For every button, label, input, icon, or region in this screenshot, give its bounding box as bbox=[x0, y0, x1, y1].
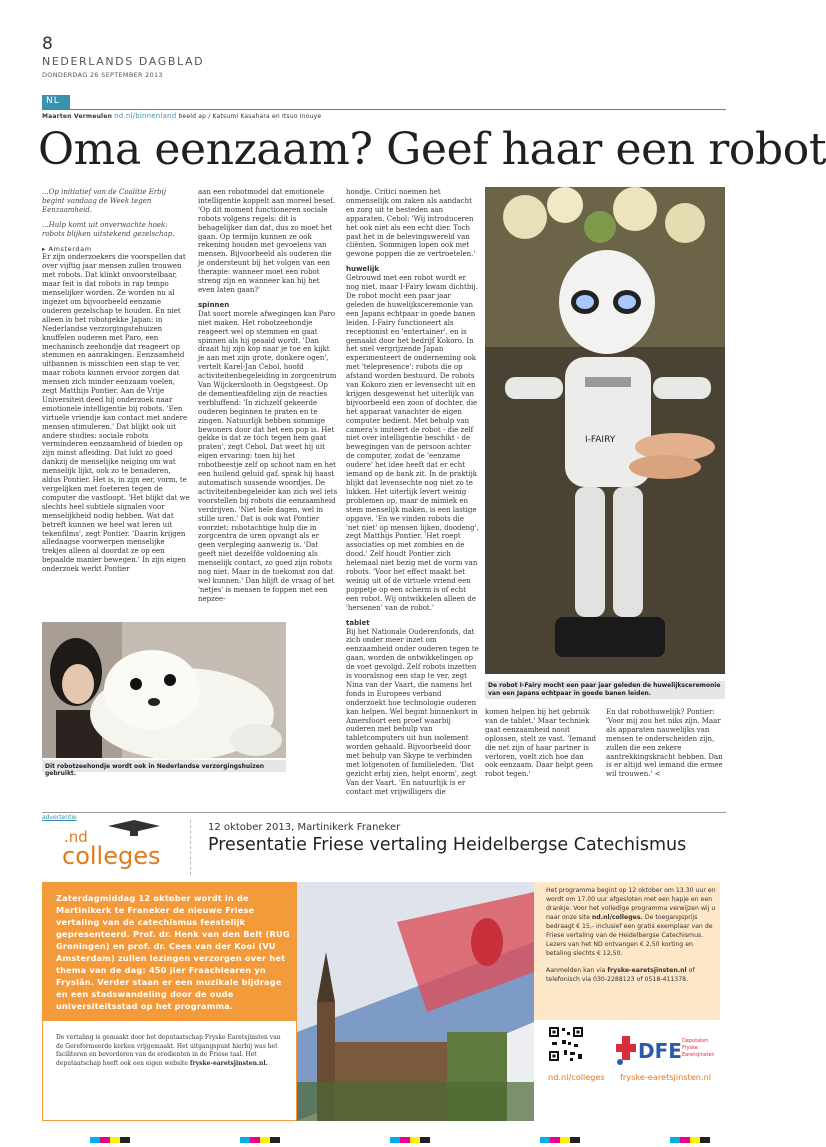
ifairy-robot-photo bbox=[485, 187, 725, 674]
author: Maarten Vermeulen bbox=[42, 113, 113, 120]
body-col-2a: aan een robotmodel dat emotionele intelligentie koppelt aan moreel besef. 'Op dit moment functioneren sociale robots volgens regels: dit is behagelijker dan dat, dus zo moet het gaan. Op termijn kunnen ze ook rekening houden met gevoelens van mensen. Bijvoorbeeld als ouderen die je ondersteunt bij het volgen van een therapie: wanneer moet een robot streng zijn en wanneer kan hij het even laten gaan?' bbox=[198, 188, 335, 294]
body-col-2b: Dat soort morele afwegingen kan Paro niet maken. Het robotzeehondje reageert wel op stemmen en gaat spinnen als hij geaaid wordt. 'Dan draait hij zijn kop naar je toe en kijkt je aan met zijn grote, donkere ogen', vertelt Karel-Jan Cebol, hoofd activiteitenbegeleiding in zorgcentrum Van Wijckerslooth in Oegstgeest. Op de dementieafdeling zijn de reacties verbluffend: 'In zichzelf gekeerde ouderen beginnen te praten en te zingen. Natuurlijk hebben sommige bewoners door dat het een pop is. Het gekke is dat ze tóch tegen hem gaat praten', zegt Cebol. Dat weet hij uit eigen ervaring: toen hij het robotbeestje zelf op schoot nam en het een huilend geluid gaf, sprak hij haast automatisch sussende woordjes. De activiteitenbegeleider kan zich wel iets voorstellen bij robots die eenzaamheid verdrijven. 'Niet hele dagen, wel in stille uren.' Dat is ook wat Pontier voorziet: robotachtige hulp die in zorgcentra de uren opvangt als er geen verpleging aanwezig is. 'Dat geeft niet dezelfde voldoening als menselijk contact, zo goed zijn robots nog niet. Maar in de toekomst zou dat wel kunnen.' Dan blijft de vraag of het 'netjes' is mensen te foppen met een nepzee- bbox=[198, 309, 338, 603]
deputaatschap-site-link[interactable]: fryske-earetsjinsten.nl. bbox=[189, 1059, 268, 1067]
intro-2: ...Hulp komt uit onverwachte hoek: robots blijken uitstekend gezelschap. bbox=[42, 220, 175, 238]
article-column-3 bbox=[346, 188, 479, 796]
advert-rule bbox=[42, 812, 726, 813]
dateline-marker-icon: ▸ bbox=[42, 244, 49, 253]
print-color-bar bbox=[90, 1128, 710, 1134]
dfe-sub-1: Deputaten bbox=[682, 1038, 709, 1044]
church-flag-photo bbox=[297, 882, 534, 1121]
dateline bbox=[42, 245, 190, 254]
ifairy-robot-illustration bbox=[485, 187, 725, 674]
event-title: Presentatie Friese vertaling Heidelbergse Catechismus bbox=[208, 835, 687, 855]
nd-colleges-logo bbox=[60, 820, 185, 868]
robot-photo-caption: De robot I-Fairy mocht een paar jaar geleden de huwelijksceremonie van een Japans echtpaar in goede banen leiden. bbox=[485, 681, 725, 699]
program-text: Het programma begint op 12 oktober om 13.30 uur en wordt om 17.00 uur afgesloten met een hapje en een drankje. Voor het volledige programma verwijzen wij u naar onze site bbox=[546, 887, 716, 921]
article-column-5 bbox=[606, 708, 725, 779]
seal-photo-caption: Dit robotzeehondje wordt ook in Nederlandse verzorgingshuizen gebruikt. bbox=[42, 760, 286, 772]
seal-robot-photo bbox=[42, 622, 286, 758]
signup-text: Aanmelden kan via bbox=[546, 967, 606, 974]
body-col-3b: Getrouwd met een robot wordt er nog niet, maar I-Fairy kwam dichtbij. De robot mocht een paar jaar geleden de huwelijksceremonie van een Japans echtpaar in goede banen leiden. I-Fairy functioneert als receptionist en 'entertainer', en is gemaakt door het bedrijf Kokoro. In het snel vergrijzende Japan experimenteert de onderneming ook met 'telepresence': robots die op afstand worden bestuurd. De robots van Kokoro zien er levensecht uit en krijgen desgewenst het uiterlijk van bijvoorbeeld een zoon of dochter, die het apparaat vanachter de eigen computer bedient. Met behulp van camera's imiteert de robot - die zelf niet over intelligentie beschikt - de bewegingen van de persoon achter de computer, zodat de 'eenzame oudere' het idee heeft dat er echt iemand op de bank zit. In de praktijk blijkt dat levensechte nog niet zo te lukken. Het uiterlijk levert weinig problemen op, maar de mimiek en stem menselijk maken, is een lastige opgave. 'En we vinden robots die 'net niet' op mensen lijken, doodeng', zegt Matthijs Pontier. 'Het roept associaties op met zombies en de dood.' Zelf houdt Pontier zich helemaal niet bezig met de vorm van robots. 'Voor het effect maakt het weinig uit of de virtuele vriend een poppetje op een scherm is of echt een robot. Wij ontwikkelen alleen de 'hersenen' van de robot.' bbox=[346, 274, 479, 612]
article-column-4 bbox=[485, 708, 597, 779]
event-date: 12 oktober 2013, Martinikerk Franeker bbox=[208, 822, 401, 833]
section-tag: NL bbox=[42, 95, 70, 109]
subhead-huwelijk: huwelijk bbox=[346, 265, 380, 274]
body-col-4: komen helpen bij het gebruik van de tablet.' Maar techniek gaat eenzaamheid nooit oplossen, stelt ze vast. 'Iemand die net zijn of haar partner is verloren, voelt zich hoe dan ook eenzaam. Daar helpt geen robot tegen.' bbox=[485, 708, 596, 779]
byline bbox=[42, 112, 321, 120]
dfe-sub-2: Fryske bbox=[682, 1045, 698, 1051]
advert-label: advertentie bbox=[42, 814, 77, 821]
qr-code-icon[interactable] bbox=[548, 1026, 584, 1062]
body-col-5: En dat robothuwelijk? Pontier: 'Voor mij zou het niks zijn. Maar als apparaten nauwelijks van mensen te onderscheiden zijn, zullen die een zekere aantrekkingskracht hebben. Dan is er altijd wel iemand die ermee wil trouwen.' < bbox=[606, 708, 723, 779]
header-rule bbox=[42, 109, 726, 110]
program-text-2: De toegangsprijs bedraagt € 15,- inclusief een gratis exemplaar van de Friese vertaling van de Heidelbergse Catechismus. Lezers van het ND ontvangen € 2,50 korting en betaling slechts € 12,50. bbox=[546, 914, 713, 957]
subhead-spinnen: spinnen bbox=[198, 300, 230, 309]
program-info bbox=[546, 886, 718, 984]
signup-text-2: of telefonisch via 030-2288123 of 0518-411378. bbox=[546, 967, 695, 983]
dfe-logo-graphic bbox=[616, 1028, 716, 1068]
logo-colleges-text: colleges bbox=[62, 842, 161, 870]
seal-robot-illustration bbox=[42, 622, 286, 758]
advert-intro-text: Zaterdagmiddag 12 oktober wordt in de Martinikerk te Franeker de nieuwe Friese vertaling van de catechismus feestelijk gepresenteerd. Prof. dr. Henk van den Belt (RUG Groningen) en prof. dr. Cees van der Kooi (VU Amsterdam) zullen lezingen verzorgen over het thema van de dag: 450 jier Fraachlearen yn Fryslân. Verder staan er een muzikale bijdrage en een stadswandeling door de oude universiteitsstad op het programma. bbox=[56, 893, 290, 1011]
dfe-sub-3: Earetsjinsten bbox=[682, 1052, 715, 1058]
qr-code-graphic bbox=[548, 1026, 584, 1062]
intro-1: ...Op initiatief van de Coalitie Erbij begint vandaag de Week tegen Eenzaamheid. bbox=[42, 188, 167, 214]
dfe-logo bbox=[616, 1028, 716, 1068]
dfe-text: DFE bbox=[638, 1039, 682, 1063]
robot-label: I-FAIRY bbox=[585, 435, 616, 445]
signup-site-link[interactable]: fryske-earetsjinsten.nl bbox=[607, 967, 687, 974]
issue-date: DONDERDAG 26 SEPTEMBER 2013 bbox=[42, 71, 163, 79]
body-col-3c: Bij het Nationale Ouderenfonds, dat zich onder meer inzet om eenzaamheid onder ouderen tegen te gaan, worden de ontwikkelingen op de voet gevolgd. Zelf robots inzetten is vooralsnog een stap te ver, zegt Nina van der Vaart, die namens het fonds in Europees verband onderzoekt hoe technologie ouderen kan helpen. Wel begint binnenkort in Amersfoort een proef waarbij ouderen met behulp van tabletcomputers uit hun isolement worden gehaald. Bijvoorbeeld door met behulp van Skype te verbinden met lotgenoten of familieleden. 'Dat gezicht erbij zien, helpt enorm', zegt Van der Vaart. 'En natuurlijk is er contact met vrijwilligers die bbox=[346, 627, 479, 796]
nd-colleges-logo-graphic bbox=[60, 820, 185, 868]
fryske-earetsjinsten-link[interactable]: fryske-earetsjinsten.nl bbox=[620, 1072, 712, 1082]
logo-nd-text: .nd bbox=[64, 828, 88, 846]
dateline-location: Amsterdam bbox=[48, 244, 92, 253]
body-col-1: Er zijn onderzoekers die voorspellen dat over vijftig jaar mensen zullen trouwen met robots. Dat klinkt onvoorstelbaar, maar feit is dat robots in rap tempo menselijker worden. Ze worden nu al ingezet om bijvoorbeeld eenzame ouderen gezelschap te houden. En niet alleen in het robotgekke Japan: in Nederlandse verzorgingstehuizen knuffelen ouderen met Paro, een mechanisch zeehondje dat reageert op stemmen en aanrakingen. Eenzaamheid uitbannen is misschien een stap te ver, maar robots kunnen ervoor zorgen dat mensen zich minder eenzaam voelen, zegt Matthijs Pontier. Aan de Vrije Universiteit deed hij onderzoek naar emotionele intelligentie bij robots. 'Een virtuele vriendje kan contact met andere mensen stimuleren.' Dat blijkt ook uit andere studies: sociale robots verminderen eenzaamheid of bieden op zijn minst afleiding. Dat lukt zo goed dankzij de menselijke neiging om wat menselijk lijkt, ook zo te benaderen, aldus Pontier. Het is, in zijn eer, vorm, te vergelijken met foeteren tegen de computer die vastloopt. 'Het blijkt dat we slechts heel subtiele signalen voor menselijkheid nodig hebben. Wat dat betreft kunnen we heel wat leren uit tekenfilms', zegt Pontier. 'Daarin krijgen alledaagse voorwerpen menselijke trekjes alleen al doordat ze op een bepaalde manier bewegen.' In zijn eigen onderzoek werkt Pontier bbox=[42, 253, 190, 574]
page-number: 8 bbox=[42, 34, 53, 54]
article-column-1 bbox=[42, 188, 190, 616]
deputaatschap-info bbox=[56, 1034, 288, 1068]
body-col-3a: hondje. Critici noemen het onmenselijk om zaken als aandacht en zorg uit te besteden aan apparaten. Cebol: 'Wij introduceren het ook niet als een echt dier. Toch past het in de belevingswereld van cliënten. Sommigen lopen ook met gewone poppen die ze vertroetelen.' bbox=[346, 188, 476, 259]
signup-info bbox=[546, 966, 718, 984]
deputaatschap-text: De vertaling is gemaakt door het deputaatschap Fryske Earetsjinsten van de Gereformeerde kerken vrijgemaakt. Het uitgangspunt hierbij was het faciliteren en bevorderen van de eredienten in de Friese taal. Het deputaatschap heeft ook een eigen website bbox=[56, 1034, 281, 1067]
section-link[interactable]: nd.nl/binnenland bbox=[114, 112, 177, 120]
church-flag-illustration bbox=[297, 882, 534, 1121]
advert-divider bbox=[190, 820, 191, 875]
headline: Oma eenzaam? Geef haar een robot bbox=[38, 124, 826, 175]
print-color-bar-graphic bbox=[90, 1137, 710, 1143]
nd-colleges-link[interactable]: nd.nl/colleges bbox=[548, 1072, 605, 1082]
subhead-tablet: tablet bbox=[346, 618, 370, 627]
program-site-link[interactable]: nd.nl/colleges. bbox=[591, 914, 643, 921]
photo-credit: beeld ap / Katsumi Kasahara en Itsuo Inouye bbox=[178, 113, 322, 120]
newspaper-name: NEDERLANDS DAGBLAD bbox=[42, 55, 205, 68]
